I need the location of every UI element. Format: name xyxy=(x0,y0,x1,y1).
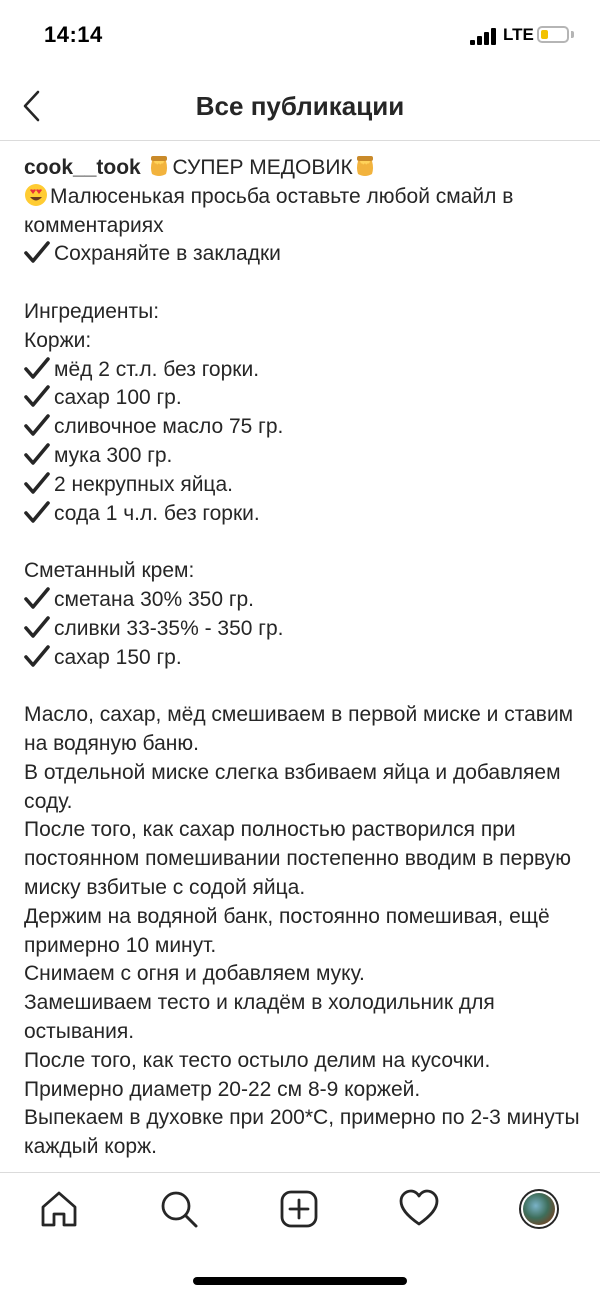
caption-request: Малюсенькая просьба оставьте любой смайл в комментариях xyxy=(24,184,514,237)
list-item: сливочное масло 75 гр. xyxy=(24,413,584,442)
checkmark-icon xyxy=(24,241,50,263)
tab-search[interactable] xyxy=(149,1183,209,1235)
home-indicator[interactable] xyxy=(193,1277,407,1285)
heart-icon xyxy=(398,1188,440,1230)
tab-home[interactable] xyxy=(29,1183,89,1235)
battery-icon xyxy=(537,26,569,43)
caption-headline-line xyxy=(24,154,584,183)
checkmark-icon xyxy=(24,385,50,407)
ingredients-title: Ингредиенты: xyxy=(24,299,160,323)
checkmark-icon xyxy=(24,645,50,667)
post-caption xyxy=(24,154,584,1219)
checkmark-icon xyxy=(24,501,50,523)
recipe-step: После того, как сахар полностью растворился при постоянном помешивании постепенно вводим в первую миску взбитые с содой яйца. xyxy=(24,818,571,899)
home-icon xyxy=(38,1188,80,1230)
status-time: 14:14 xyxy=(44,22,103,47)
heart-eyes-emoji-icon xyxy=(24,183,48,207)
recipe-step: Масло, сахар, мёд смешиваем в первой миске и ставим на водяную баню. xyxy=(24,703,574,755)
add-post-icon xyxy=(278,1188,320,1230)
page-title: Все публикации xyxy=(195,91,405,121)
recipe-steps xyxy=(24,701,584,1162)
search-icon xyxy=(158,1188,200,1230)
checkmark-icon xyxy=(24,587,50,609)
recipe-step: Держим на водяной банк, постоянно помешивая, ещё примерно 10 минут. xyxy=(24,904,550,957)
list-item: сметана 30% 350 гр. xyxy=(24,586,584,615)
cream-title: Сметанный крем: xyxy=(24,559,195,583)
list-item: мука 300 гр. xyxy=(24,442,584,471)
tab-profile[interactable] xyxy=(509,1183,569,1235)
signal-icon xyxy=(470,27,498,45)
cream-ingredient-list xyxy=(24,586,584,672)
username-link[interactable]: cook__took xyxy=(24,156,141,179)
checkmark-icon xyxy=(24,414,50,436)
avatar-image xyxy=(523,1193,555,1225)
battery-tip xyxy=(571,31,574,38)
post-headline: СУПЕР МЕДОВИК xyxy=(172,156,353,179)
recipe-step: Замешиваем тесто и кладём в холодильник для остывания. xyxy=(24,991,495,1043)
nav-bar xyxy=(0,74,600,141)
honey-pot-icon xyxy=(147,154,171,178)
list-item: мёд 2 ст.л. без горки. xyxy=(24,356,584,385)
list-item: сода 1 ч.л. без горки. xyxy=(24,500,584,529)
post-content[interactable] xyxy=(0,141,600,1172)
status-bar xyxy=(0,0,600,74)
recipe-step: После того, как тесто остыло делим на кусочки. Примерно диаметр 20-22 см 8-9 коржей. xyxy=(24,1048,491,1101)
list-item: сливки 33-35% - 350 гр. xyxy=(24,615,584,644)
checkmark-icon xyxy=(24,357,50,379)
list-item: сахар 100 гр. xyxy=(24,384,584,413)
caption-save: Сохраняйте в закладки xyxy=(24,240,584,269)
recipe-step: Выпекаем в духовке при 200*С, примерно по 2-3 минуты каждый корж. xyxy=(24,1106,580,1159)
cake-ingredient-list xyxy=(24,356,584,529)
checkmark-icon xyxy=(24,443,50,465)
recipe-step: Снимаем с огня и добавляем муку. xyxy=(24,962,365,986)
tab-activity[interactable] xyxy=(389,1183,449,1235)
network-label: LTE xyxy=(503,25,534,44)
checkmark-icon xyxy=(24,472,50,494)
profile-avatar xyxy=(519,1189,559,1229)
recipe-step: В отдельной миске слегка взбиваем яйца и добавляем соду. xyxy=(24,760,561,813)
honey-pot-icon xyxy=(353,154,377,178)
cake-title: Коржи: xyxy=(24,328,92,352)
checkmark-icon xyxy=(24,616,50,638)
tab-add-post[interactable] xyxy=(269,1183,329,1235)
list-item: сахар 150 гр. xyxy=(24,644,584,673)
list-item: 2 некрупных яйца. xyxy=(24,471,584,500)
